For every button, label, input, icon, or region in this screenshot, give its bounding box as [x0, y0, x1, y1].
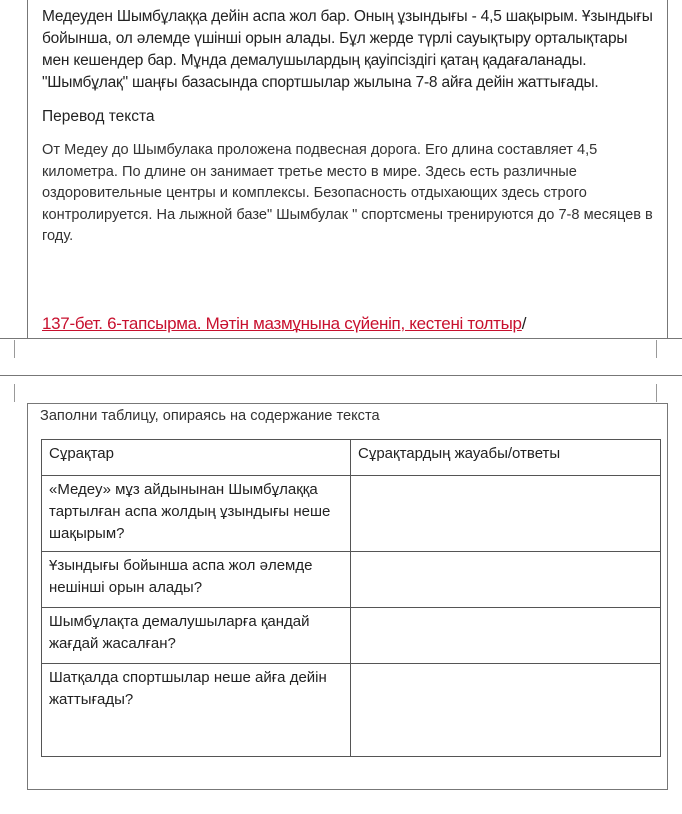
margin-mark: [656, 340, 657, 358]
task-slash: /: [521, 314, 527, 333]
margin-mark: [656, 384, 657, 402]
table-row: [42, 552, 661, 608]
page-divider: [0, 338, 682, 339]
header-questions: Сұрақтар: [42, 440, 351, 476]
table-header-row: [42, 440, 661, 476]
question-cell: Ұзындығы бойынша аспа жол әлемде нешінші орын алады?: [42, 552, 351, 608]
answer-cell[interactable]: [351, 608, 661, 664]
table-row: [42, 476, 661, 552]
answer-cell[interactable]: [351, 476, 661, 552]
table-box: [27, 403, 668, 790]
question-cell: Шымбұлақта демалушыларға қандай жағдай жасалған?: [42, 608, 351, 664]
table-row: [42, 664, 661, 757]
margin-mark: [14, 384, 15, 402]
answer-cell[interactable]: [351, 664, 661, 757]
answer-cell[interactable]: [351, 552, 661, 608]
header-answers: Сұрақтардың жауабы/ответы: [351, 440, 661, 476]
text-box: [27, 0, 668, 339]
kazakh-paragraph: Медеуден Шымбұлаққа дейін аспа жол бар. Оның ұзындығы - 4,5 шақырым. Ұзындығы бойынша, ол әлемде үшінші орын алады. Бұл жерде түрлі сауықтыру орталықтары мен кешендер бар. Мұнда демалушылардың қауіпсіздігі қатаң қадағаланады. "Шымбұлақ" шаңғы базасында спортшылар жылына 7-8 айға дейін жаттығады.: [42, 8, 653, 91]
table-row: [42, 608, 661, 664]
question-cell: «Медеу» мұз айдынынан Шымбұлаққа тартылған аспа жолдың ұзындығы неше шақырым?: [42, 476, 351, 552]
margin-mark: [14, 340, 15, 358]
task-heading-text: 137-бет. 6-тапсырма. Мәтін мазмұнына сүйеніп, кестені толтыр: [42, 314, 522, 333]
question-cell: Шатқалда спортшылар неше айға дейін жаттығады?: [42, 664, 351, 757]
page-divider: [0, 375, 682, 376]
russian-paragraph: От Медеу до Шымбулака проложена подвесная дорога. Его длина составляет 4,5 километра. По длине он занимает третье место в мире. Здесь есть различные оздоровительные центры и комплексы. Безопасность отдыхающих здесь строго контролируется. На лыжной базе" Шымбулак " спортсмены тренируются до 7-8 месяцев в году.: [42, 142, 653, 245]
translation-heading: Перевод текста: [42, 108, 155, 125]
task-heading: [42, 314, 526, 334]
questions-table: [41, 439, 661, 757]
table-caption: Заполни таблицу, опираясь на содержание текста: [40, 408, 380, 424]
